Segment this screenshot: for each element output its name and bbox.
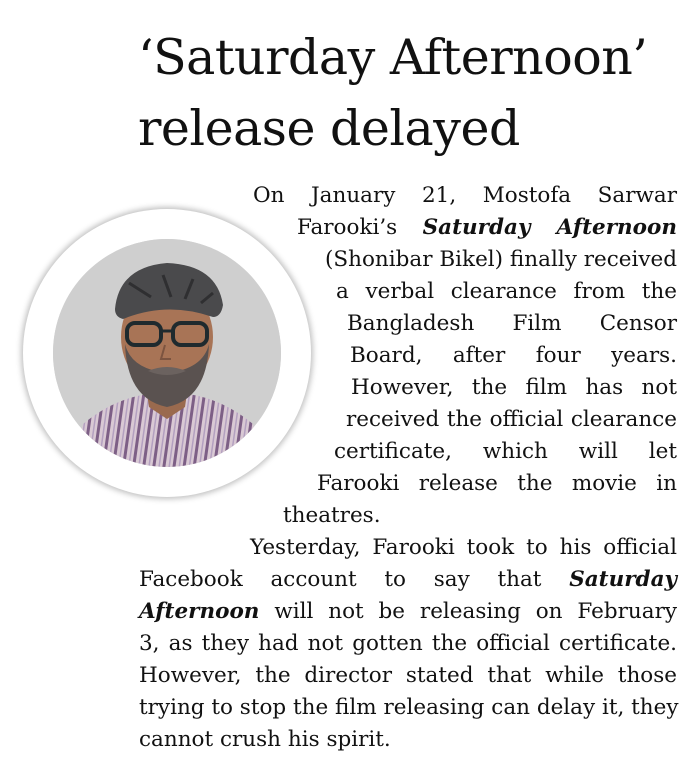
body-line	[250, 532, 677, 564]
body-line	[334, 436, 677, 468]
body-line	[351, 372, 677, 404]
body-text: trying to stop the film releasing can delay it, they	[139, 695, 679, 720]
body-line	[139, 724, 677, 756]
body-line	[283, 500, 677, 532]
body-line	[350, 340, 677, 372]
body-text: certificate, which will let	[334, 439, 677, 464]
body-text: On January 21, Mostofa Sarwar	[253, 183, 677, 208]
body-text: cannot crush his spirit.	[139, 727, 391, 752]
body-text: 3, as they had not gotten the official certificate.	[139, 631, 677, 656]
body-text: received the official clearance	[346, 407, 677, 432]
body-line	[317, 468, 677, 500]
body-text: Farooki release the movie in	[317, 471, 677, 496]
body-text: Facebook account to say that	[139, 567, 570, 592]
body-line	[139, 660, 677, 692]
body-text: However, the director stated that while those	[139, 663, 677, 688]
body-line	[139, 692, 677, 724]
body-line	[347, 308, 677, 340]
body-text: a verbal clearance from the	[336, 279, 677, 304]
body-text: will not be releasing on February	[259, 599, 677, 624]
body-line	[336, 276, 677, 308]
body-text: However, the film has not	[351, 375, 677, 400]
headline-line-2: release delayed	[138, 100, 520, 157]
body-line	[139, 564, 677, 596]
body-text: Farooki’s	[297, 215, 423, 240]
film-title: Saturday	[569, 567, 677, 592]
body-text: Bangladesh Film Censor	[347, 311, 677, 336]
body-text: Board, after four years.	[350, 343, 677, 368]
body-line	[139, 628, 677, 660]
body-line	[253, 180, 677, 212]
headline-line-1: ‘Saturday Afternoon’	[138, 29, 648, 86]
body-line	[325, 244, 677, 276]
body-text: Yesterday, Farooki took to his official	[250, 535, 677, 560]
body-line	[139, 596, 677, 628]
body-text: (Shonibar Bikel) finally received	[325, 247, 677, 272]
body-text: theatres.	[283, 503, 381, 528]
film-title: Saturday Afternoon	[422, 215, 677, 240]
body-line	[346, 404, 677, 436]
body-line	[297, 212, 677, 244]
film-title: Afternoon	[139, 599, 260, 624]
